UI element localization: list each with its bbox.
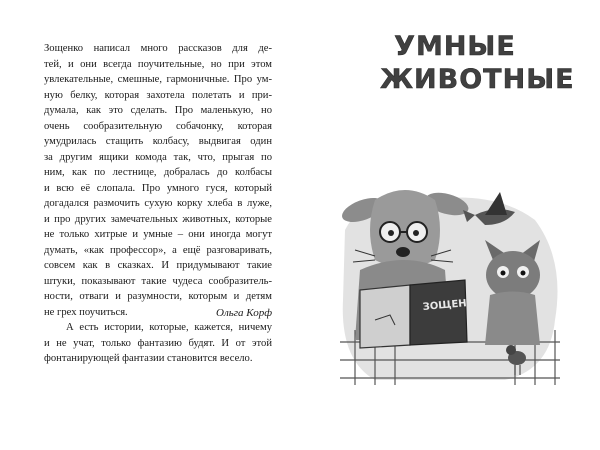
text-line: ним, как по лестнице, добралась до колбасы — [44, 167, 272, 178]
text-line: штуки, показывают такие чудеса сообразитель- — [44, 275, 272, 287]
text-line: думала, как это сделать. Про маленькую, но — [44, 105, 272, 116]
text-line: тей, и они всегда поучительные, но при этом — [44, 58, 272, 70]
text-line: совсем как в сказках. И придумывают такие — [44, 260, 272, 271]
text-line: фонтанирующей фантазии становится весело. — [44, 353, 253, 364]
open-book — [360, 280, 467, 348]
dog-nose — [396, 247, 410, 257]
title-line-1: УМНЫЕ — [394, 31, 516, 62]
chapter-title — [380, 30, 575, 96]
book-right-page — [410, 280, 467, 345]
dog-eye-right — [413, 230, 419, 236]
cat-body — [485, 292, 540, 346]
text-line: ности, отваги и разумности, которым и детям — [44, 291, 272, 302]
cat-pupil-right — [521, 271, 526, 276]
cat-pupil-left — [501, 271, 506, 276]
animals-illustration — [335, 170, 565, 400]
perched-bird-head — [506, 345, 516, 355]
text-line: за другим ящики комода так, что, прыгая по — [44, 151, 272, 163]
text-line: не только хитрые и умные – они иногда могут — [44, 229, 272, 240]
text-line: думать, «как профессор», а ещё разговаривать, — [44, 244, 272, 256]
dog-eye-left — [388, 230, 394, 236]
text-line: не грех поучиться. — [44, 306, 128, 318]
text-line: и про других замечательных животных, которые — [44, 213, 272, 225]
text-line: и всю её слопала. Про умного гуся, который — [44, 182, 272, 194]
text-line: и не учат, только фантазию будят. И от этой — [44, 337, 272, 349]
text-line: ную белку, которая захотела полетать и при- — [44, 89, 272, 101]
text-line: умудрилась стащить колбасу, выдвигая один — [44, 136, 272, 147]
text-line: Зощенко написал много рассказов для де- — [44, 43, 272, 54]
author-signature: Ольга Корф — [216, 307, 272, 319]
book-cover-text: ЗОЩЕН — [422, 298, 468, 313]
title-line-2: ЖИВОТНЫЕ — [380, 64, 575, 95]
text-line: увлекательные, смешные, гармоничные. Про ум- — [44, 74, 272, 85]
text-line: очень сообразительную собачонку, которая — [44, 120, 272, 132]
text-line: догадался размочить сухую корку хлеба в луже, — [44, 198, 272, 209]
right-page — [300, 0, 600, 450]
text-line: А есть истории, которые, кажется, ничему — [66, 322, 272, 333]
